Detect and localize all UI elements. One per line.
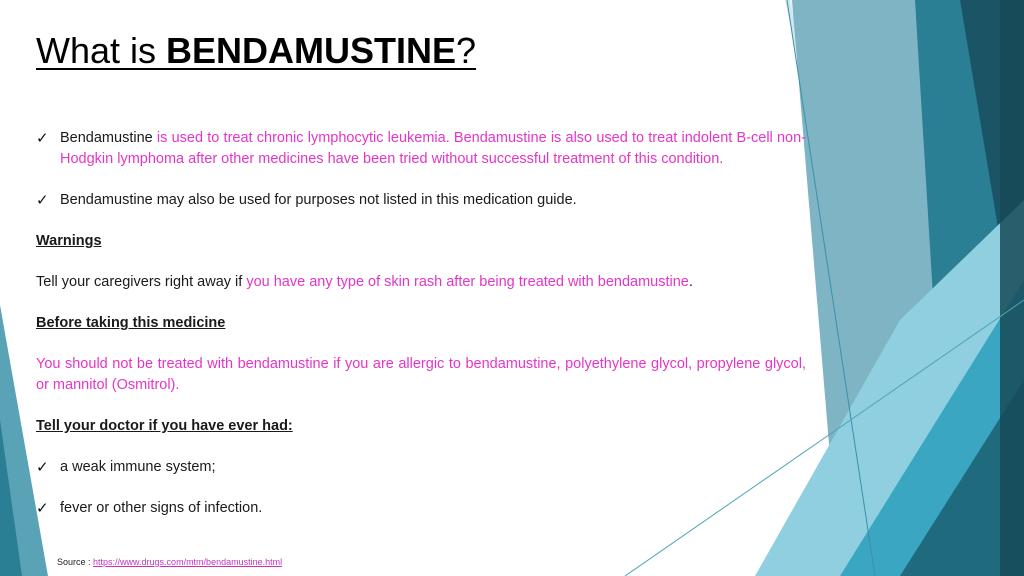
checkmark-icon: ✓ — [36, 192, 49, 209]
tell-doctor-heading: Tell your doctor if you have ever had: — [36, 418, 293, 434]
list-item-immune: ✓ a weak immune system; — [36, 459, 216, 476]
main-content — [36, 128, 806, 519]
checkmark-icon: ✓ — [36, 130, 49, 147]
page-title: What is BENDAMUSTINE? — [36, 30, 477, 71]
checkmark-icon: ✓ — [36, 500, 49, 517]
source-citation: Source : https://www.drugs.com/mtm/bendamustine.html — [57, 557, 283, 567]
checkmark-icon: ✓ — [36, 459, 49, 476]
panel-darkest-strip — [1000, 0, 1024, 576]
warnings-text: Tell your caregivers right away if you have any type of skin rash after being treated with bendamustine. — [36, 274, 693, 290]
bullet-item-uses: ✓ Bendamustine is used to treat chronic lymphocytic leukemia. Bendamustine is also used to treat indolent B-cell non-Hodgkin lymphoma after other medicines have been tried without successful treatment of this condition. — [36, 130, 806, 167]
bullet-item-other-uses: ✓ Bendamustine may also be used for purposes not listed in this medication guide. — [36, 192, 577, 209]
source-link[interactable]: https://www.drugs.com/mtm/bendamustine.html — [93, 557, 283, 567]
list-item-fever: ✓ fever or other signs of infection. — [36, 500, 263, 517]
warnings-heading: Warnings — [36, 233, 102, 249]
before-taking-text: You should not be treated with bendamustine if you are allergic to bendamustine, polyethylene glycol, propylene glycol, or mannitol (Osmitrol). — [36, 356, 806, 393]
before-taking-heading: Before taking this medicine — [36, 315, 226, 331]
